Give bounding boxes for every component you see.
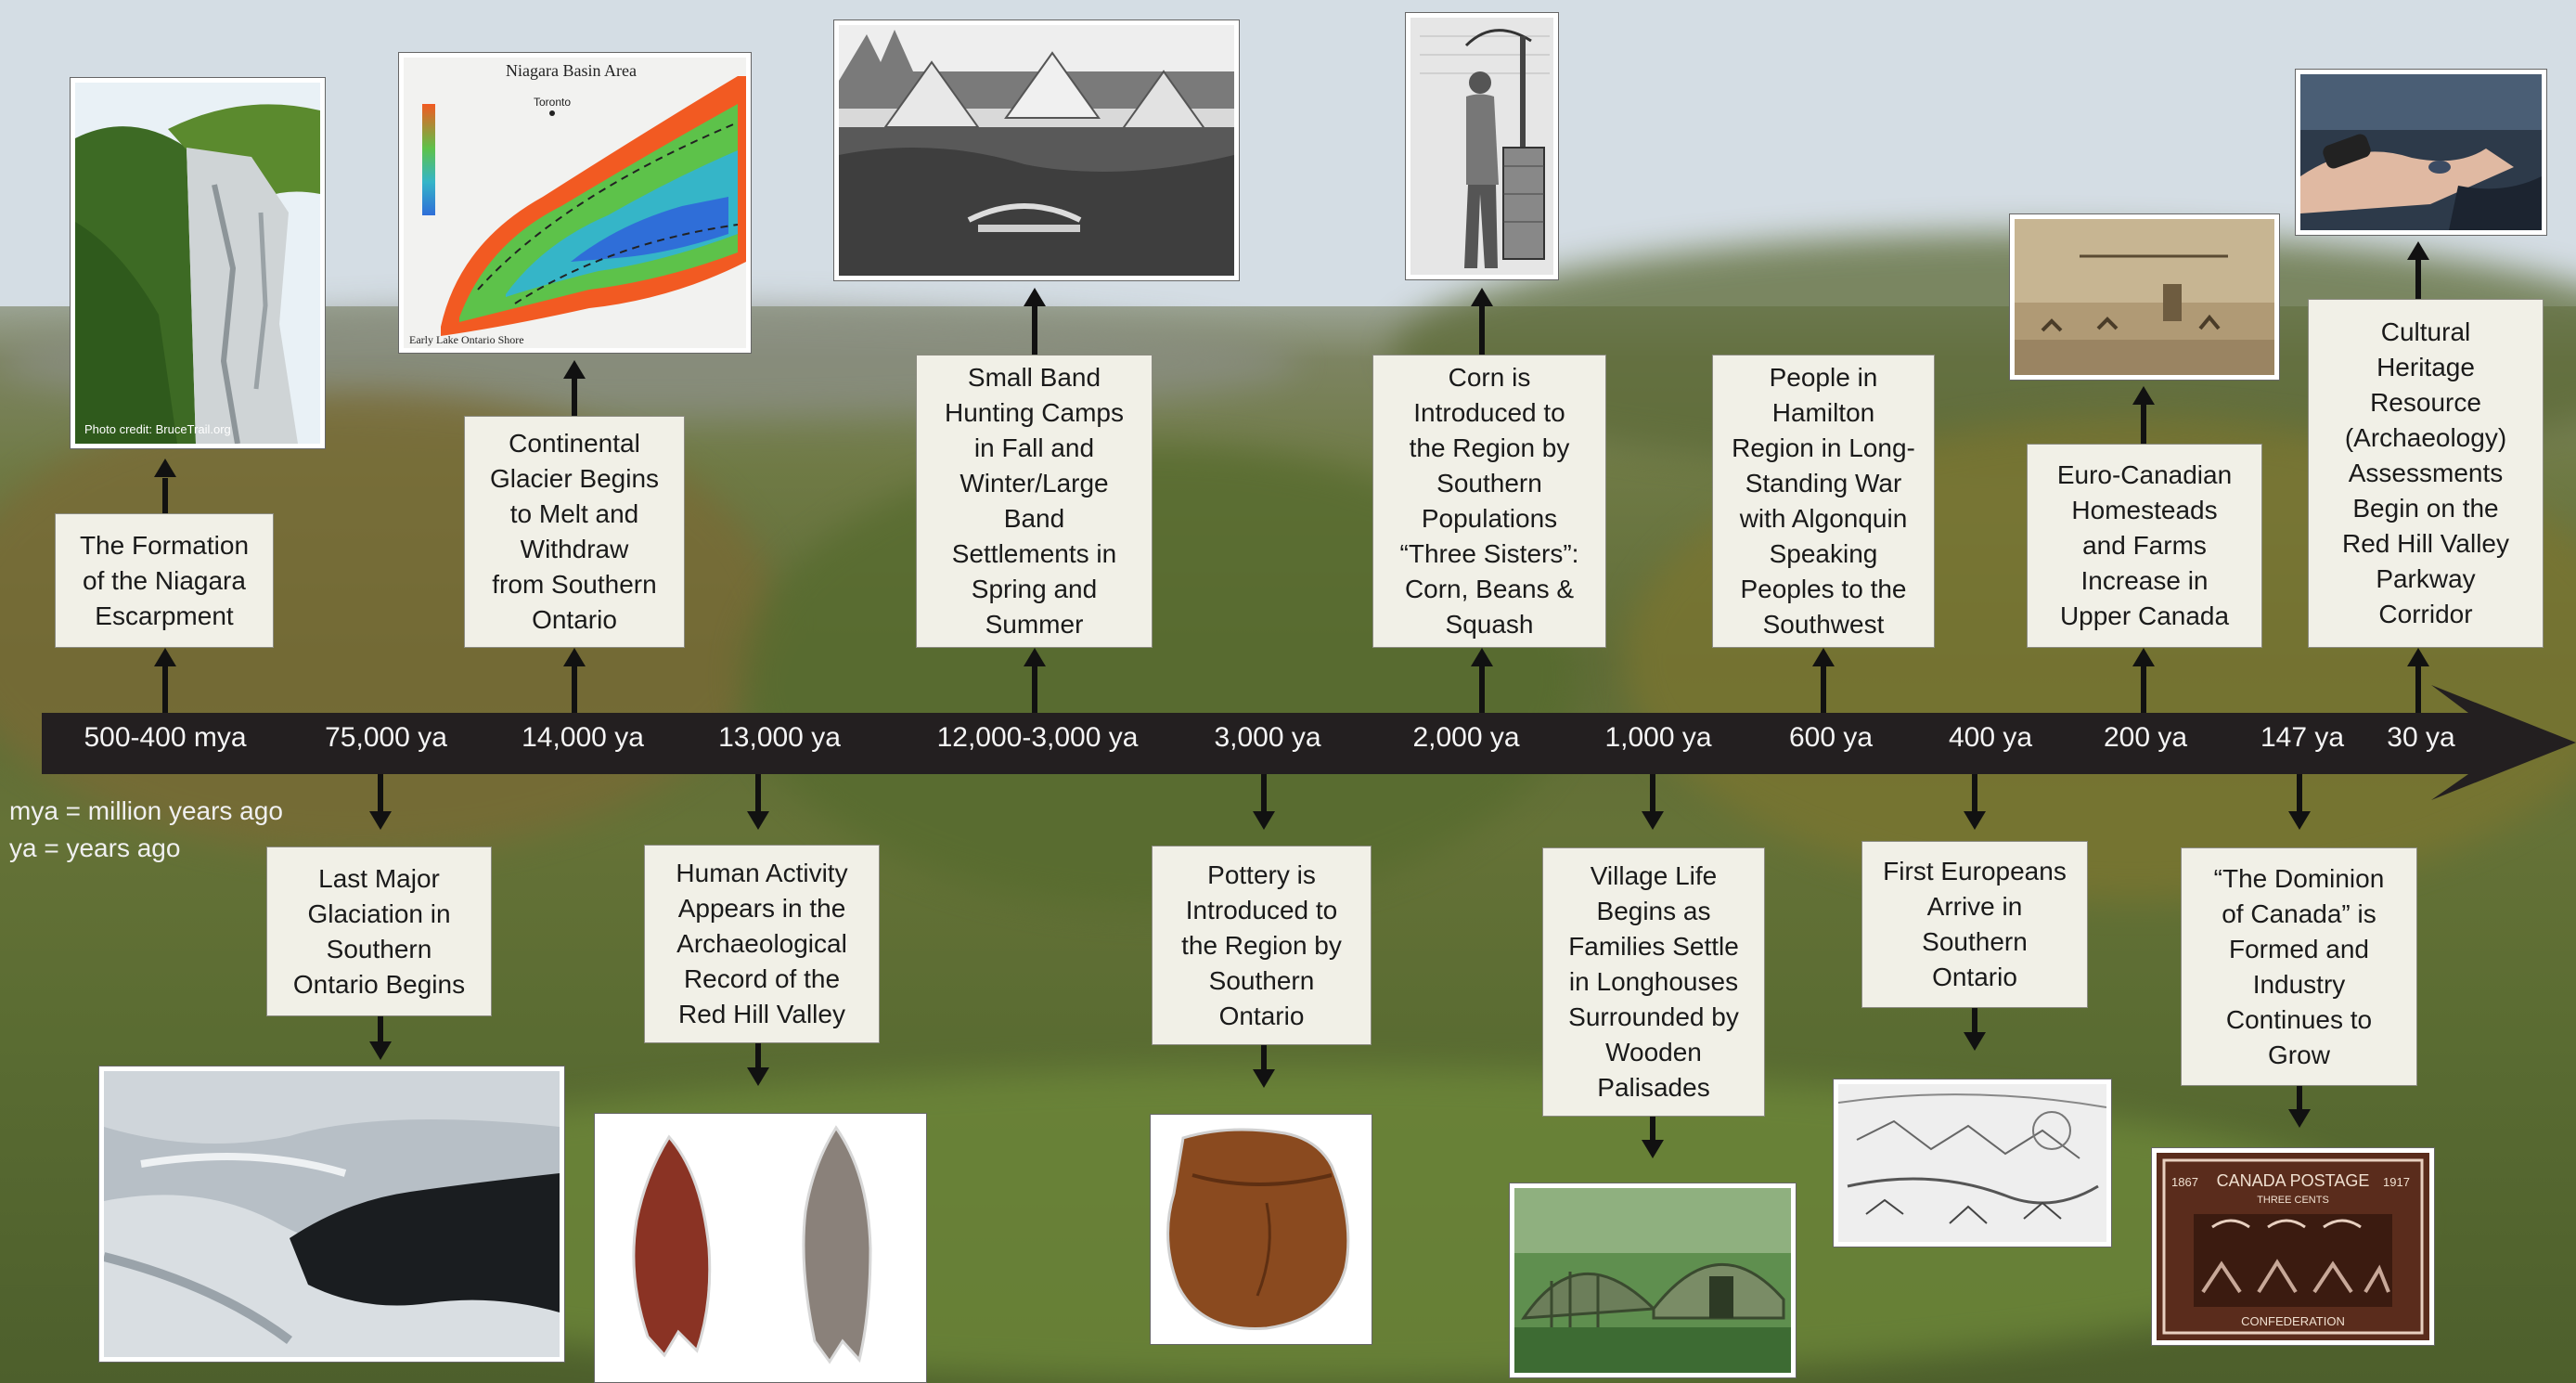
connector-line xyxy=(2141,405,2146,444)
photo-credit-text: Photo credit: BruceTrail.org xyxy=(84,422,231,436)
arrow-down-icon xyxy=(1642,1140,1664,1158)
arrow-up-icon xyxy=(1812,648,1835,666)
projectile-points-photo xyxy=(594,1113,927,1383)
connector-line xyxy=(1479,306,1485,355)
connector-line xyxy=(2415,666,2421,713)
arrow-up-icon xyxy=(2132,648,2155,666)
connector-line xyxy=(2297,774,2302,815)
stamp-year-left: 1867 xyxy=(2171,1175,2198,1189)
tick-label: 30 ya xyxy=(2387,722,2455,753)
connector-line xyxy=(1032,666,1037,713)
arrow-down-icon xyxy=(747,811,769,830)
event-box-hunting-camps: Small Band Hunting Camps in Fall and Winter/Large Band Settlements in Spring and Summer xyxy=(916,355,1153,648)
arrow-up-icon xyxy=(154,648,176,666)
arrow-down-icon xyxy=(1253,811,1275,830)
arrow-down-icon xyxy=(1964,811,1986,830)
connector-line xyxy=(378,1016,383,1044)
stamp-top-text: CANADA POSTAGE xyxy=(2216,1171,2370,1190)
connector-line xyxy=(1032,306,1037,355)
tick-label: 500-400 mya xyxy=(84,722,247,753)
arrow-up-icon xyxy=(2132,386,2155,405)
arrow-down-icon xyxy=(1964,1032,1986,1051)
tick-label: 200 ya xyxy=(2103,722,2188,753)
connector-line xyxy=(1261,774,1267,815)
arrow-up-icon xyxy=(1024,288,1046,306)
connector-line xyxy=(572,666,577,713)
confederation-stamp xyxy=(2151,1147,2435,1346)
connector-line xyxy=(1479,666,1485,713)
map-caption-text: Early Lake Ontario Shore xyxy=(409,333,524,346)
event-box-archaeology-assessments: Cultural Heritage Resource (Archaeology) Assessments Begin on the Red Hill Valley Parkway Corridor xyxy=(2308,299,2544,648)
connector-line xyxy=(1650,774,1655,815)
event-box-human-activity: Human Activity Appears in the Archaeological Record of the Red Hill Valley xyxy=(644,845,880,1043)
connector-line xyxy=(162,666,168,713)
arrow-up-icon xyxy=(1471,648,1493,666)
connector-line xyxy=(378,774,383,815)
legend-mya: mya = million years ago xyxy=(9,796,283,825)
arrow-up-icon xyxy=(563,648,586,666)
arrow-down-icon xyxy=(1253,1069,1275,1088)
event-box-glacier-melt: Continental Glacier Begins to Melt and Withdraw from Southern Ontario xyxy=(464,416,685,648)
event-box-first-europeans: First Europeans Arrive in Southern Ontario xyxy=(1861,841,2088,1008)
arrow-down-icon xyxy=(369,1041,392,1060)
arrow-up-icon xyxy=(1024,648,1046,666)
map-title-text: Niagara Basin Area xyxy=(506,61,637,80)
pottery-photo xyxy=(1150,1114,1372,1345)
tick-label: 2,000 ya xyxy=(1412,722,1520,753)
arrow-down-icon xyxy=(369,811,392,830)
arrow-down-icon xyxy=(2288,811,2311,830)
stamp-year-right: 1917 xyxy=(2383,1175,2410,1189)
event-box-last-glaciation: Last Major Glaciation in Southern Ontario Begins xyxy=(266,847,492,1016)
arrow-down-icon xyxy=(747,1067,769,1086)
artifact-in-hand-photo xyxy=(2295,69,2547,236)
corn-grinding-engraving xyxy=(1405,12,1559,280)
connector-line xyxy=(2141,666,2146,713)
tick-label: 400 ya xyxy=(1948,722,2033,753)
arrow-up-icon xyxy=(154,459,176,477)
connector-line xyxy=(755,774,761,815)
event-box-village-life: Village Life Begins as Families Settle in Longhouses Surrounded by Wooden Palisades xyxy=(1542,847,1765,1117)
arrow-up-icon xyxy=(1471,288,1493,306)
arrow-up-icon xyxy=(563,360,586,379)
connector-line xyxy=(2415,260,2421,299)
hunting-camp-photo xyxy=(833,19,1240,281)
tick-label: 3,000 ya xyxy=(1214,722,1321,753)
event-box-pottery: Pottery is Introduced to the Region by Southern Ontario xyxy=(1152,846,1372,1045)
map-city-label: Toronto xyxy=(534,96,572,109)
event-box-escarpment: The Formation of the Niagara Escarpment xyxy=(55,513,274,648)
tick-label: 13,000 ya xyxy=(718,722,841,753)
stamp-denomination-text: THREE CENTS xyxy=(2257,1195,2329,1206)
niagara-basin-map xyxy=(398,52,752,354)
arrow-down-icon xyxy=(2288,1109,2311,1128)
tick-label: 147 ya xyxy=(2260,722,2345,753)
arrow-up-icon xyxy=(2407,241,2429,260)
connector-line xyxy=(572,379,577,416)
connector-line xyxy=(2297,1086,2302,1112)
escarpment-photo xyxy=(70,77,326,449)
stamp-bottom-text: CONFEDERATION xyxy=(2241,1314,2345,1328)
homestead-photo xyxy=(2009,213,2280,381)
arrow-down-icon xyxy=(1642,811,1664,830)
event-box-homesteads: Euro-Canadian Homesteads and Farms Increase in Upper Canada xyxy=(2027,444,2262,648)
tick-label: 14,000 ya xyxy=(522,722,644,753)
connector-line xyxy=(1972,774,1977,815)
tick-label: 12,000-3,000 ya xyxy=(936,722,1139,753)
connector-line xyxy=(162,478,168,513)
europeans-engraving xyxy=(1833,1079,2112,1247)
arrow-up-icon xyxy=(2407,648,2429,666)
connector-line xyxy=(1650,1117,1655,1143)
tick-label: 75,000 ya xyxy=(325,722,447,753)
connector-line xyxy=(1821,666,1826,713)
event-box-corn-introduced: Corn is Introduced to the Region by Southern Populations “Three Sisters”: Corn, Beans & Squash xyxy=(1372,355,1606,648)
longhouse-photo xyxy=(1509,1183,1797,1378)
tick-label: 600 ya xyxy=(1788,722,1874,753)
event-box-long-standing-war: People in Hamilton Region in Long- Standing War with Algonquin Speaking Peoples to the Southwest xyxy=(1712,355,1935,648)
tick-label: 1,000 ya xyxy=(1604,722,1712,753)
event-box-dominion-of-canada: “The Dominion of Canada” is Formed and Industry Continues to Grow xyxy=(2181,847,2417,1086)
legend-ya: ya = years ago xyxy=(9,834,181,862)
glacier-photo xyxy=(98,1066,565,1363)
